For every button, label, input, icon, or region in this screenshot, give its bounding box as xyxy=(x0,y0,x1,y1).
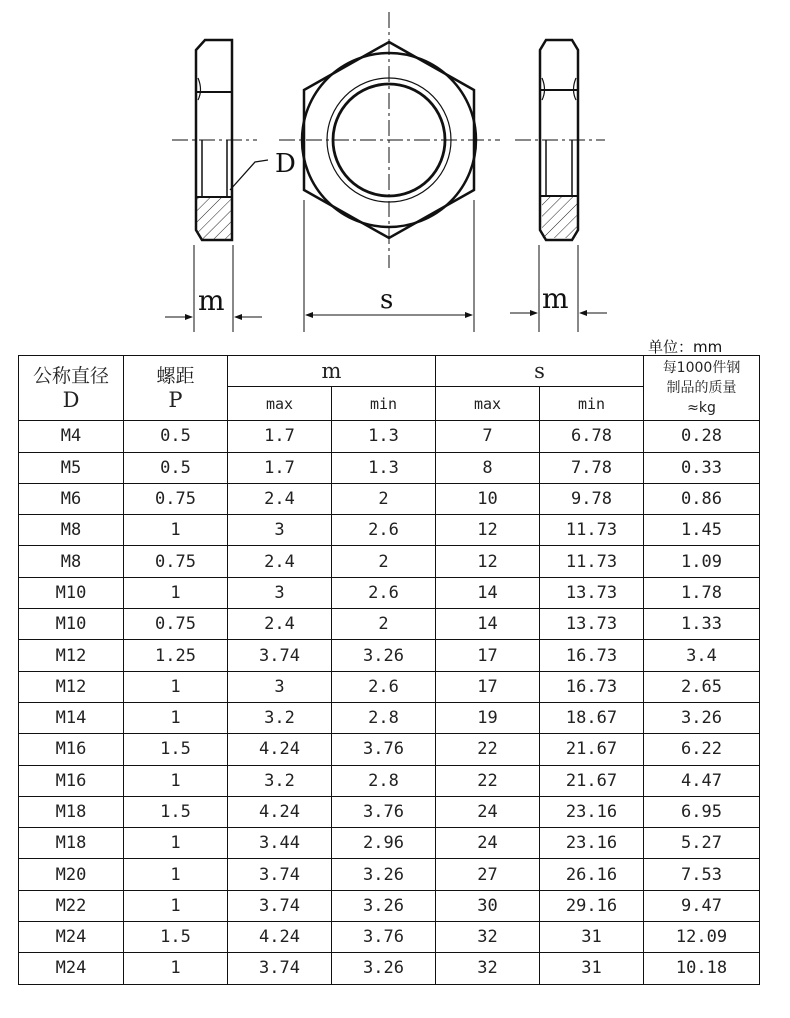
cell-mass: 10.18 xyxy=(644,953,760,984)
cell-p: 1.5 xyxy=(124,796,228,827)
table-row xyxy=(19,890,760,921)
table-body xyxy=(19,421,760,984)
cell-p: 0.75 xyxy=(124,546,228,577)
cell-m-max: 3.74 xyxy=(228,953,332,984)
cell-m-min: 2 xyxy=(332,483,436,514)
cell-p: 0.75 xyxy=(124,483,228,514)
cell-m-min: 3.76 xyxy=(332,922,436,953)
cell-d: M18 xyxy=(19,796,124,827)
cell-m-max: 3.2 xyxy=(228,702,332,733)
cell-p: 0.5 xyxy=(124,452,228,483)
cell-s-max: 22 xyxy=(436,734,540,765)
cell-s-min: 13.73 xyxy=(540,609,644,640)
hex-nut-drawing xyxy=(0,0,790,340)
cell-s-min: 29.16 xyxy=(540,890,644,921)
cell-d: M12 xyxy=(19,640,124,671)
cell-mass: 1.33 xyxy=(644,609,760,640)
header-mass: 每1000件钢 制品的质量 ≈kg xyxy=(644,356,760,421)
header-s-max: max xyxy=(436,387,540,421)
table-row xyxy=(19,609,760,640)
cell-m-max: 3.44 xyxy=(228,828,332,859)
table-row xyxy=(19,922,760,953)
cell-mass: 0.33 xyxy=(644,452,760,483)
cell-mass: 2.65 xyxy=(644,671,760,702)
cell-d: M10 xyxy=(19,577,124,608)
cell-s-min: 11.73 xyxy=(540,546,644,577)
table-row xyxy=(19,765,760,796)
table-row xyxy=(19,483,760,514)
cell-m-min: 2.6 xyxy=(332,515,436,546)
cell-d: M16 xyxy=(19,765,124,796)
cell-mass: 5.27 xyxy=(644,828,760,859)
cell-m-max: 4.24 xyxy=(228,796,332,827)
cell-m-max: 1.7 xyxy=(228,452,332,483)
cell-mass: 0.28 xyxy=(644,421,760,452)
cell-s-min: 23.16 xyxy=(540,828,644,859)
cell-p: 1.5 xyxy=(124,734,228,765)
cell-d: M8 xyxy=(19,515,124,546)
cell-s-max: 12 xyxy=(436,515,540,546)
cell-s-min: 26.16 xyxy=(540,859,644,890)
cell-p: 1 xyxy=(124,577,228,608)
cell-s-min: 11.73 xyxy=(540,515,644,546)
cell-m-max: 2.4 xyxy=(228,546,332,577)
cell-s-max: 30 xyxy=(436,890,540,921)
cell-m-min: 2.6 xyxy=(332,671,436,702)
header-m-min: min xyxy=(332,387,436,421)
cell-p: 1.25 xyxy=(124,640,228,671)
header-nominal-diameter: 公称直径 D xyxy=(19,356,124,421)
table-row xyxy=(19,640,760,671)
cell-p: 0.5 xyxy=(124,421,228,452)
cell-mass: 12.09 xyxy=(644,922,760,953)
cell-mass: 9.47 xyxy=(644,890,760,921)
cell-s-max: 17 xyxy=(436,671,540,702)
cell-mass: 3.26 xyxy=(644,702,760,733)
cell-m-max: 3.2 xyxy=(228,765,332,796)
front-view xyxy=(279,12,500,332)
cell-mass: 0.86 xyxy=(644,483,760,514)
cell-m-min: 2 xyxy=(332,546,436,577)
cell-m-min: 1.3 xyxy=(332,452,436,483)
cell-s-max: 12 xyxy=(436,546,540,577)
cell-s-max: 27 xyxy=(436,859,540,890)
cell-m-min: 2.96 xyxy=(332,828,436,859)
cell-p: 0.75 xyxy=(124,609,228,640)
dimension-table xyxy=(18,355,760,985)
table-row xyxy=(19,546,760,577)
cell-p: 1 xyxy=(124,890,228,921)
cell-p: 1 xyxy=(124,859,228,890)
cell-d: M6 xyxy=(19,483,124,514)
cell-s-max: 32 xyxy=(436,922,540,953)
table-row xyxy=(19,577,760,608)
cell-m-min: 1.3 xyxy=(332,421,436,452)
label-s: s xyxy=(380,285,394,315)
cell-s-max: 19 xyxy=(436,702,540,733)
cell-s-min: 21.67 xyxy=(540,765,644,796)
header-s-min: min xyxy=(540,387,644,421)
cell-mass: 4.47 xyxy=(644,765,760,796)
cell-s-min: 16.73 xyxy=(540,671,644,702)
cell-p: 1.5 xyxy=(124,922,228,953)
header-pitch: 螺距 P xyxy=(124,356,228,421)
table-row xyxy=(19,734,760,765)
cell-p: 1 xyxy=(124,702,228,733)
label-m-right: m xyxy=(542,282,569,315)
cell-mass: 1.09 xyxy=(644,546,760,577)
cell-mass: 6.22 xyxy=(644,734,760,765)
cell-m-min: 2.8 xyxy=(332,765,436,796)
cell-s-min: 7.78 xyxy=(540,452,644,483)
cell-m-max: 1.7 xyxy=(228,421,332,452)
cell-s-min: 31 xyxy=(540,922,644,953)
cell-m-min: 3.76 xyxy=(332,734,436,765)
cell-m-min: 2 xyxy=(332,609,436,640)
cell-s-max: 24 xyxy=(436,828,540,859)
cell-s-max: 10 xyxy=(436,483,540,514)
cell-p: 1 xyxy=(124,515,228,546)
table-row xyxy=(19,953,760,984)
cell-d: M10 xyxy=(19,609,124,640)
label-D: D xyxy=(275,149,296,179)
table-row xyxy=(19,671,760,702)
cell-mass: 1.45 xyxy=(644,515,760,546)
cell-d: M16 xyxy=(19,734,124,765)
table-row xyxy=(19,828,760,859)
cell-d: M4 xyxy=(19,421,124,452)
cell-s-min: 13.73 xyxy=(540,577,644,608)
cell-m-min: 3.26 xyxy=(332,953,436,984)
cell-m-min: 3.26 xyxy=(332,890,436,921)
header-s-group: s xyxy=(436,356,644,387)
cell-p: 1 xyxy=(124,671,228,702)
table-row xyxy=(19,421,760,452)
cell-m-max: 3.74 xyxy=(228,859,332,890)
cell-mass: 3.4 xyxy=(644,640,760,671)
cell-s-min: 23.16 xyxy=(540,796,644,827)
cell-m-max: 3.74 xyxy=(228,890,332,921)
cell-s-max: 7 xyxy=(436,421,540,452)
cell-d: M24 xyxy=(19,922,124,953)
table-row xyxy=(19,796,760,827)
cell-m-max: 3 xyxy=(228,577,332,608)
table-row xyxy=(19,859,760,890)
cell-m-max: 2.4 xyxy=(228,483,332,514)
cell-p: 1 xyxy=(124,765,228,796)
cell-d: M24 xyxy=(19,953,124,984)
cell-m-max: 3.74 xyxy=(228,640,332,671)
cell-mass: 6.95 xyxy=(644,796,760,827)
cell-d: M22 xyxy=(19,890,124,921)
cell-s-min: 31 xyxy=(540,953,644,984)
cell-mass: 7.53 xyxy=(644,859,760,890)
cell-s-max: 24 xyxy=(436,796,540,827)
cell-m-max: 3 xyxy=(228,515,332,546)
cell-m-min: 2.8 xyxy=(332,702,436,733)
cell-p: 1 xyxy=(124,953,228,984)
cell-m-min: 2.6 xyxy=(332,577,436,608)
cell-s-min: 9.78 xyxy=(540,483,644,514)
cell-s-max: 14 xyxy=(436,577,540,608)
cell-m-max: 4.24 xyxy=(228,922,332,953)
cell-d: M20 xyxy=(19,859,124,890)
cell-d: M18 xyxy=(19,828,124,859)
cell-mass: 1.78 xyxy=(644,577,760,608)
cell-s-max: 8 xyxy=(436,452,540,483)
cell-d: M8 xyxy=(19,546,124,577)
table-row xyxy=(19,702,760,733)
table-row xyxy=(19,515,760,546)
cell-m-min: 3.76 xyxy=(332,796,436,827)
cell-m-min: 3.26 xyxy=(332,859,436,890)
cell-m-max: 4.24 xyxy=(228,734,332,765)
cell-d: M14 xyxy=(19,702,124,733)
header-m-max: max xyxy=(228,387,332,421)
cell-s-max: 32 xyxy=(436,953,540,984)
cell-s-min: 21.67 xyxy=(540,734,644,765)
cell-d: M5 xyxy=(19,452,124,483)
cell-s-min: 6.78 xyxy=(540,421,644,452)
cell-m-min: 3.26 xyxy=(332,640,436,671)
unit-note: 单位：mm xyxy=(648,338,723,356)
cell-m-max: 3 xyxy=(228,671,332,702)
cell-d: M12 xyxy=(19,671,124,702)
cell-s-min: 16.73 xyxy=(540,640,644,671)
cell-p: 1 xyxy=(124,828,228,859)
cell-s-min: 18.67 xyxy=(540,702,644,733)
table-row xyxy=(19,452,760,483)
header-m-group: m xyxy=(228,356,436,387)
cell-s-max: 17 xyxy=(436,640,540,671)
cell-s-max: 22 xyxy=(436,765,540,796)
cell-s-max: 14 xyxy=(436,609,540,640)
cell-m-max: 2.4 xyxy=(228,609,332,640)
label-m-left: m xyxy=(198,284,225,317)
